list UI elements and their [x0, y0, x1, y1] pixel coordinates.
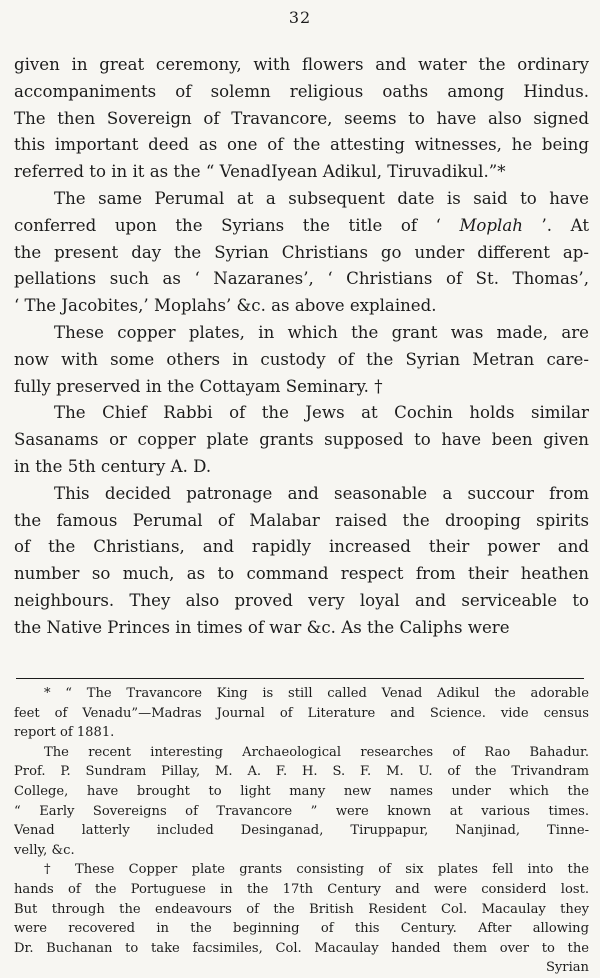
body-paragraph — [14, 320, 589, 400]
footnote-paragraph — [14, 860, 589, 958]
body-line: referred to in it as the “ VenadIyean Adikul, Tiruvadikul.”* — [14, 162, 506, 182]
body-line: The Chief Rabbi of the Jews at Cochin holds similar — [54, 403, 589, 423]
page-number: 32 — [288, 8, 312, 27]
body-line: of the Christians, and rapidly increased their power and — [14, 537, 589, 557]
body-line: accompaniments of solemn religious oaths among Hindus. — [14, 81, 589, 101]
body-line: neighbours. They also proved very loyal and serviceable to — [14, 590, 589, 610]
footnote-paragraph — [14, 684, 589, 743]
body-paragraph — [14, 481, 589, 642]
footnote-line: feet of Venadu”—Madras Journal of Literature and Science. vide census — [14, 705, 589, 721]
body-line: The same Perumal at a subsequent date is said to have — [54, 188, 589, 208]
body-line: Sasanams or copper plate grants supposed to have been given — [14, 430, 589, 450]
body-line: given in great ceremony, with flowers and water the ordinary — [14, 55, 589, 74]
footnote-line: Venad latterly included Desinganad, Tiruppapur, Nanjinad, Tinne- — [14, 823, 589, 839]
body-line: These copper plates, in which the grant was made, are — [54, 322, 589, 342]
body-line: The then Sovereign of Travancore, seems to have also signed — [14, 108, 589, 128]
footnote-line: “ Early Sovereigns of Travancore ” were known at various times. — [14, 803, 589, 819]
body-line: number so much, as to command respect from their heathen — [14, 564, 589, 584]
body-line: the famous Perumal of Malabar raised the drooping spirits — [14, 510, 589, 530]
footnote-paragraph — [14, 743, 589, 861]
body-line: in the 5th century A. D. — [14, 456, 212, 476]
body-line: pellations such as ‘ Nazaranes’, ‘ Christians of St. Thomas’, — [14, 269, 589, 289]
body-line: the Native Princes in times of war &c. As the Caliphs were — [14, 617, 510, 637]
footnote-line: hands of the Portuguese in the 17th Century and were considerd lost. — [14, 881, 589, 897]
body-line: conferred upon the Syrians the title of ‘ Moplah ’. At — [14, 215, 589, 235]
main-text — [14, 52, 589, 642]
footnote-line: College, have brought to light many new names under which the — [14, 783, 589, 799]
footnotes — [14, 684, 589, 978]
footnote-divider — [16, 678, 584, 679]
body-line: this important deed as one of the attesting witnesses, he being — [14, 135, 589, 155]
body-line: This decided patronage and seasonable a succour from — [54, 483, 589, 503]
body-paragraph — [14, 186, 589, 320]
footnote-line: † These Copper plate grants consisting of six plates fell into the — [44, 862, 589, 878]
body-line: ‘ The Jacobites,’ Moplahs’ &c. as above explained. — [14, 296, 437, 316]
footnote-line: report of 1881. — [14, 725, 115, 741]
footnote-line: Dr. Buchanan to take facsimiles, Col. Macaulay handed them over to the — [14, 940, 589, 956]
footnote-line: velly, &c. — [14, 842, 75, 858]
body-line: fully preserved in the Cottayam Seminary. † — [14, 376, 383, 396]
catchword: Syrian — [545, 960, 589, 976]
footnote-line: The recent interesting Archaeological researches of Rao Bahadur. — [44, 744, 589, 760]
footnote-line: * “ The Travancore King is still called Venad Adikul the adorable — [44, 686, 589, 701]
body-paragraph — [14, 52, 589, 186]
footnote-line: were recovered in the beginning of this Century. After allowing — [14, 921, 589, 937]
body-line: the present day the Syrian Christians go under different ap- — [14, 242, 589, 262]
body-paragraph — [14, 400, 589, 480]
body-line: now with some others in custody of the Syrian Metran care- — [14, 349, 589, 369]
footnote-line: But through the endeavours of the British Resident Col. Macaulay they — [14, 901, 589, 917]
footnote-line: Prof. P. Sundram Pillay, M. A. F. H. S. F. M. U. of the Trivandram — [14, 764, 589, 780]
